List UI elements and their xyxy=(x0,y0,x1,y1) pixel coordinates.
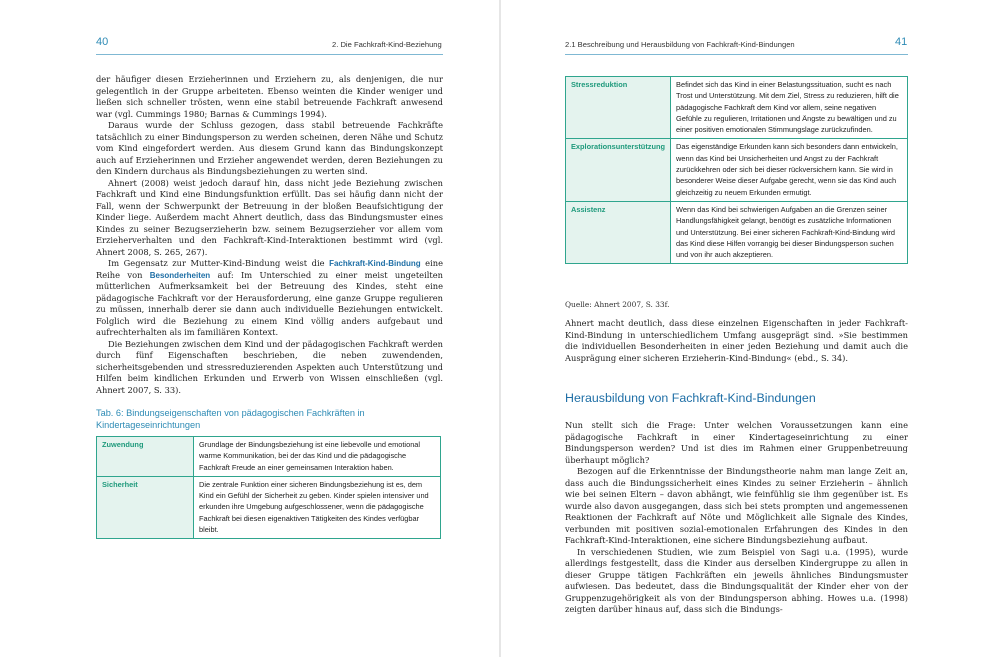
header-rule-left xyxy=(96,54,443,55)
table-value-cell: Grundlage der Bindungsbeziehung ist eine liebevolle und emotional warme Kommunikation, bei der das Kind und die pädagogische Fachkraft Freude an einer gemeinsamen Interaktion haben. xyxy=(194,437,441,477)
table-row xyxy=(97,476,441,538)
table-row xyxy=(97,437,441,477)
keyword-fachkraft-kind-bindung: Fachkraft-Kind-Bindung xyxy=(329,259,421,268)
bond-properties-table-part1 xyxy=(96,436,441,539)
text-span: Im Gegensatz zur Mutter-Kind-Bindung weist die xyxy=(108,258,330,268)
running-head-left: 2. Die Fachkraft-Kind-Beziehung xyxy=(332,40,442,49)
paragraph: der häufiger diesen Erzieherinnen und Erziehern zu, als denjenigen, die nur gelegentlich in der Gruppe arbeiteten. Ebenso weinten die Kinder weniger und ließen sich schneller trösten, wenn eine stabil betreuende Fachkraft anwesend war (vgl. Cummings 1980; Barnas & Cummings 1994). xyxy=(96,74,443,119)
page-number-left: 40 xyxy=(96,36,109,48)
table-key-cell: Zuwendung xyxy=(97,437,194,477)
section-body-text xyxy=(565,420,908,616)
table-row xyxy=(566,201,908,263)
table-key-cell: Assistenz xyxy=(566,201,671,263)
text-span: auf: Im Unterschied zu einer meist ungeteilten mütterlichen Aufmerksamkeit bei der Betreuung des Kindes, steht eine pädagogische Fachkraft vor der Herausforderung, eine ganze Gruppe regulieren zu müssen, innerhalb derer sie dann auch individuelle Beziehungen entwickelt. Folglich wird die Beziehung zu einem Kind völlig anders aufgebaut und aufrechterhalten als im familiären Kontext. xyxy=(96,269,443,337)
table-key-cell: Stressreduktion xyxy=(566,77,671,139)
page-number-right: 41 xyxy=(895,36,908,48)
table-key-cell: Sicherheit xyxy=(97,476,194,538)
table-caption: Tab. 6: Bindungseigenschaften von pädagogischen Fachkräften in Kindertageseinrichtungen xyxy=(96,408,365,430)
right-body-text xyxy=(565,318,908,364)
table-value-cell: Die zentrale Funktion einer sicheren Bindungsbeziehung ist es, dem Kind ein Gefühl der Sicherheit zu geben. Kinder spielen intensiver und erkunden ihre Umgebung aufgeschlossener, wenn die pädagogische Fachkraft bei diesen eigenaktiven Tätigkeiten des Kindes verfügbar bleibt. xyxy=(194,476,441,538)
section-heading: Herausbildung von Fachkraft-Kind-Bindungen xyxy=(565,391,816,405)
paragraph: Daraus wurde der Schluss gezogen, dass stabil betreuende Fachkräfte tatsächlich zu einer Bindungsperson zu werden scheinen, deren Nähe und Schutz vom Kind eingefordert werden. Aus diesem Grund kann das Bindungskonzept auch auf Erzieherinnen und Erzieher angewendet werden, deren Beziehungen zu den Kindern durchaus als Bindungsbeziehungen zu werten sind. xyxy=(96,120,443,176)
paragraph: In verschiedenen Studien, wie zum Beispiel von Sagi u.a. (1995), wurde allerdings festgestellt, dass die Kinder aus derselben Kindergruppe zu allen in dieser Gruppe tätigen Fachkräften ein jeweils ähnliches Bindungsmuster aufwiesen. Das bedeutet, dass die Bindungsqualität der Kinder eher von der Gruppenzugehörigkeit als von der Bindungsperson abhing. Howes u.a. (1998) zeigten darüber hinaus auf, dass sich die Bindungs- xyxy=(565,546,908,614)
table-value-cell: Befindet sich das Kind in einer Belastungssituation, sucht es nach Trost und Unterstützung. Mit dem Ziel, Stress zu reduzieren, hilft die pädagogische Fachkraft dem Kind vor allem, seine negativen Gefühle zu regulieren, Irritationen und Ängste zu bewältigen und zu einer positiven emotionalen Stimmungslage zurückzufinden. xyxy=(671,77,908,139)
table-value-cell: Wenn das Kind bei schwierigen Aufgaben an die Grenzen seiner Handlungsfähigkeit gelangt, benötigt es zusätzliche Informationen und Unterstützung. Bei einer sicheren Fachkraft-Kind-Bindung wird das Kind diese Hilfen vorrangig bei dieser Bindungsperson suchen und von ihr auch akzeptieren. xyxy=(671,201,908,263)
table-row xyxy=(566,139,908,201)
table-source: Quelle: Ahnert 2007, S. 33f. xyxy=(565,300,670,309)
paragraph xyxy=(96,258,443,339)
left-page xyxy=(0,0,499,657)
text-span: eine Reihe von xyxy=(96,258,443,280)
paragraph: Bezogen auf die Erkenntnisse der Bindungstheorie nahm man lange Zeit an, dass auch die Bindungssicherheit eines Kindes zu seiner Erzieherin – ähnlich wie bei seinen Eltern – davon abhängt, wie feinfühlig sie ihm gegenüber ist. Es wurde also davon ausgegangen, dass sich bei stets prompten und angemessenen Reaktionen der Fachkraft auf Nöte und Möglichkeit alle Signale des Kindes, verbunden mit positiven sozial-emotionalen Erfahrungen des Kindes in den Fachkraft-Kind-Interaktionen, eine sichere Bindungsbeziehung aufbaut. xyxy=(565,466,908,545)
header-rule-right xyxy=(565,54,908,55)
table-row xyxy=(566,77,908,139)
running-head-right: 2.1 Beschreibung und Herausbildung von Fachkraft-Kind-Bindungen xyxy=(565,40,795,49)
paragraph: Nun stellt sich die Frage: Unter welchen Voraussetzungen kann eine pädagogische Fachkraft in einer Kindertageseinrichtung zu einer Bindungsperson werden? Und ist dies im Rahmen einer Gruppenbetreuung überhaupt möglich? xyxy=(565,420,908,465)
table-key-cell: Explorationsunterstützung xyxy=(566,139,671,201)
bond-properties-table-part2 xyxy=(565,76,908,264)
right-page xyxy=(501,0,1000,657)
table-value-cell: Das eigenständige Erkunden kann sich besonders dann entwickeln, wenn das Kind bei Unsicherheiten und Angst zu der Fachkraft zurückkehren oder sich bei dieser rückversichern kann. Sie wird in besonderer Weise dieser Aufgabe gerecht, wenn sie das Kind auch gleichzeitig zu neuem Erkunden ermutigt. xyxy=(671,139,908,201)
paragraph: Ahnert (2008) weist jedoch darauf hin, dass nicht jede Beziehung zwischen Fachkraft und Kind eine Bindungsfunktion erfüllt. Das sei häufig dann nicht der Fall, wenn der Schwerpunkt der Betreuung in der bloßen Beaufsichtigung der Kinder liege. Außerdem macht Ahnert deutlich, dass das Bindungsmuster eines Kindes zu seiner Bezugserzieherin bzw. seinem Bezugserzieher vor allem vom Erzieherverhalten und den Fachkraft-Kind-Interaktionen bestimmt wird (vgl. Ahnert 2008, S. 265, 267). xyxy=(96,177,443,257)
paragraph: Ahnert macht deutlich, dass diese einzelnen Eigenschaften in jeder Fachkraft-Kind-Bindung in unterschiedlichem Umfang ausgeprägt sind. »Sie bestimmen die individuellen Besonderheiten in einer jeden Beziehung und damit auch die Ausprägung einer sicheren Erzieherin-Kind-Bindung« (ebd., S. 34). xyxy=(565,318,908,363)
left-body-text xyxy=(96,74,443,396)
keyword-besonderheiten: Besonderheiten xyxy=(149,270,211,280)
paragraph: Die Beziehungen zwischen dem Kind und der pädagogischen Fachkraft werden durch fünf Eigenschaften beschrieben, die neben zuwendenden, sicherheitsgebenden und stressreduzierenden Aspekten auch Unterstützung und Hilfen beim kindlichen Erkunden und Erwerb von Wissen einschließen (vgl. Ahnert 2007, S. 33). xyxy=(96,338,443,395)
